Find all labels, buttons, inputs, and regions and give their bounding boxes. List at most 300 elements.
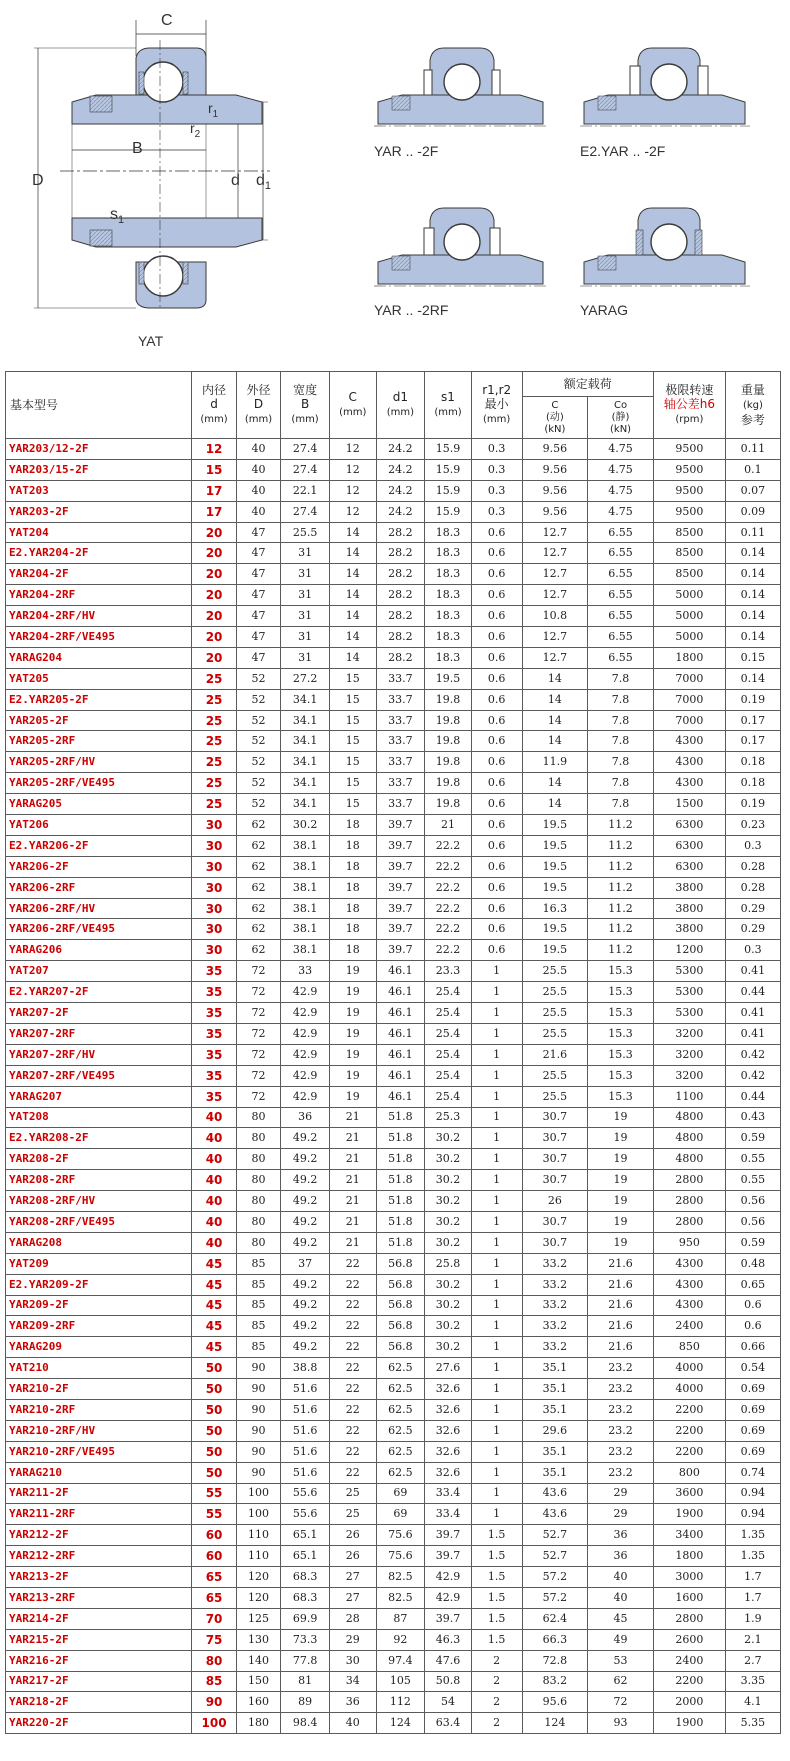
- header-load: 额定载荷: [522, 372, 653, 397]
- cell-c: 12: [329, 501, 376, 522]
- cell-c: 26: [329, 1525, 376, 1546]
- cell-weight: 1.7: [725, 1567, 780, 1588]
- cell-model: E2.YAR204-2F: [6, 543, 192, 564]
- cell-static-load: 29: [588, 1483, 654, 1504]
- cell-width: 55.6: [281, 1483, 330, 1504]
- cell-r-min: 0.6: [471, 815, 522, 836]
- cell-d1: 112: [376, 1692, 425, 1713]
- table-row: [6, 1629, 781, 1650]
- cell-model: YAR203/15-2F: [6, 459, 192, 480]
- cell-static-load: 7.8: [588, 794, 654, 815]
- cell-r-min: 0.6: [471, 585, 522, 606]
- cell-r-min: 2: [471, 1650, 522, 1671]
- cell-outer-diameter: 47: [236, 647, 280, 668]
- header-dyn-sym: C: [551, 399, 559, 411]
- cell-c: 15: [329, 668, 376, 689]
- cell-speed-limit: 4300: [653, 1253, 725, 1274]
- cell-width: 49.2: [281, 1295, 330, 1316]
- cell-d1: 62.5: [376, 1399, 425, 1420]
- cell-r-min: 0.6: [471, 919, 522, 940]
- cell-r-min: 0.6: [471, 835, 522, 856]
- cell-bore: 17: [192, 480, 236, 501]
- cell-bore: 45: [192, 1337, 236, 1358]
- table-row: [6, 1274, 781, 1295]
- cell-d1: 46.1: [376, 1044, 425, 1065]
- table-row: [6, 543, 781, 564]
- table-row: [6, 794, 781, 815]
- cell-width: 68.3: [281, 1587, 330, 1608]
- cell-s1: 30.2: [425, 1128, 472, 1149]
- cell-outer-diameter: 80: [236, 1170, 280, 1191]
- cell-s1: 19.8: [425, 689, 472, 710]
- header-c: [329, 372, 376, 439]
- cell-width: 34.1: [281, 752, 330, 773]
- cell-outer-diameter: 52: [236, 773, 280, 794]
- table-row: [6, 919, 781, 940]
- cell-weight: 0.44: [725, 982, 780, 1003]
- cell-weight: 0.3: [725, 940, 780, 961]
- cell-model: YAR204-2F: [6, 564, 192, 585]
- cell-model: YAR208-2RF/VE495: [6, 1211, 192, 1232]
- cell-s1: 22.2: [425, 835, 472, 856]
- cell-d1: 39.7: [376, 815, 425, 836]
- cell-c: 18: [329, 835, 376, 856]
- cell-bore: 40: [192, 1170, 236, 1191]
- cell-s1: 30.2: [425, 1232, 472, 1253]
- cell-weight: 2.1: [725, 1629, 780, 1650]
- cell-width: 69.9: [281, 1608, 330, 1629]
- dim-d-bore-label: d: [231, 172, 240, 189]
- cell-bore: 25: [192, 752, 236, 773]
- cell-s1: 25.3: [425, 1107, 472, 1128]
- cell-model: YARAG210: [6, 1462, 192, 1483]
- cell-d1: 33.7: [376, 689, 425, 710]
- table-row: [6, 982, 781, 1003]
- cell-weight: 0.29: [725, 898, 780, 919]
- cell-static-load: 7.8: [588, 710, 654, 731]
- cell-bore: 45: [192, 1295, 236, 1316]
- cell-dynamic-load: 25.5: [522, 982, 588, 1003]
- cell-model: YAR213-2F: [6, 1567, 192, 1588]
- cell-weight: 0.28: [725, 877, 780, 898]
- dim-r1-label: [208, 100, 218, 120]
- cell-d1: 82.5: [376, 1567, 425, 1588]
- cell-weight: 0.69: [725, 1441, 780, 1462]
- cell-width: 49.2: [281, 1337, 330, 1358]
- cell-width: 38.8: [281, 1358, 330, 1379]
- cell-bore: 25: [192, 773, 236, 794]
- cell-dynamic-load: 25.5: [522, 1023, 588, 1044]
- cell-d1: 56.8: [376, 1316, 425, 1337]
- table-header: [6, 372, 781, 439]
- cell-bore: 40: [192, 1211, 236, 1232]
- cell-bore: 40: [192, 1149, 236, 1170]
- cell-outer-diameter: 47: [236, 543, 280, 564]
- yar-2f-drawing: [374, 48, 548, 126]
- cell-d1: 28.2: [376, 522, 425, 543]
- cell-static-load: 7.8: [588, 773, 654, 794]
- cell-model: E2.YAR207-2F: [6, 982, 192, 1003]
- cell-speed-limit: 6300: [653, 856, 725, 877]
- cell-outer-diameter: 110: [236, 1546, 280, 1567]
- cell-width: 49.2: [281, 1128, 330, 1149]
- cell-d1: 92: [376, 1629, 425, 1650]
- yarag-drawing: [580, 208, 750, 286]
- cell-d1: 56.8: [376, 1337, 425, 1358]
- table-row: [6, 1003, 781, 1024]
- cell-width: 49.2: [281, 1274, 330, 1295]
- cell-outer-diameter: 90: [236, 1358, 280, 1379]
- cell-outer-diameter: 47: [236, 627, 280, 648]
- cell-c: 14: [329, 522, 376, 543]
- cell-r-min: 1: [471, 1023, 522, 1044]
- header-r-title: 最小: [484, 397, 509, 411]
- cell-weight: 0.1: [725, 459, 780, 480]
- cell-s1: 18.3: [425, 543, 472, 564]
- cell-c: 18: [329, 919, 376, 940]
- table-row: [6, 1358, 781, 1379]
- cell-weight: 0.41: [725, 961, 780, 982]
- cell-dynamic-load: 9.56: [522, 439, 588, 460]
- cell-s1: 18.3: [425, 522, 472, 543]
- cell-s1: 54: [425, 1692, 472, 1713]
- cell-static-load: 23.2: [588, 1462, 654, 1483]
- cell-static-load: 11.2: [588, 877, 654, 898]
- cell-c: 29: [329, 1629, 376, 1650]
- cell-static-load: 15.3: [588, 1065, 654, 1086]
- cell-speed-limit: 9500: [653, 480, 725, 501]
- cell-speed-limit: 1600: [653, 1587, 725, 1608]
- header-r: [471, 372, 522, 439]
- table-row: [6, 1295, 781, 1316]
- cell-s1: 25.4: [425, 1044, 472, 1065]
- cell-s1: 25.4: [425, 1086, 472, 1107]
- cell-c: 21: [329, 1191, 376, 1212]
- cell-d1: 56.8: [376, 1295, 425, 1316]
- cell-width: 68.3: [281, 1567, 330, 1588]
- cell-dynamic-load: 33.2: [522, 1337, 588, 1358]
- cell-width: 98.4: [281, 1713, 330, 1734]
- cell-width: 65.1: [281, 1525, 330, 1546]
- cell-bore: 50: [192, 1462, 236, 1483]
- cell-speed-limit: 2600: [653, 1629, 725, 1650]
- cell-dynamic-load: 19.5: [522, 856, 588, 877]
- cell-outer-diameter: 62: [236, 919, 280, 940]
- cell-r-min: 1: [471, 1191, 522, 1212]
- cell-c: 21: [329, 1107, 376, 1128]
- cell-width: 27.2: [281, 668, 330, 689]
- cell-d1: 28.2: [376, 606, 425, 627]
- yat-section-drawing: [34, 20, 270, 310]
- table-row: [6, 1086, 781, 1107]
- table-row: [6, 647, 781, 668]
- table-row: [6, 439, 781, 460]
- cell-d1: 82.5: [376, 1587, 425, 1608]
- cell-dynamic-load: 9.56: [522, 459, 588, 480]
- cell-dynamic-load: 35.1: [522, 1462, 588, 1483]
- cell-d1: 46.1: [376, 1086, 425, 1107]
- cell-static-load: 19: [588, 1107, 654, 1128]
- cell-s1: 30.2: [425, 1274, 472, 1295]
- cell-dynamic-load: 25.5: [522, 961, 588, 982]
- cell-outer-diameter: 90: [236, 1379, 280, 1400]
- cell-outer-diameter: 52: [236, 752, 280, 773]
- cell-model: YAR217-2F: [6, 1671, 192, 1692]
- cell-static-load: 72: [588, 1692, 654, 1713]
- cell-r-min: 0.6: [471, 710, 522, 731]
- cell-width: 49.2: [281, 1211, 330, 1232]
- cell-weight: 0.14: [725, 585, 780, 606]
- cell-s1: 25.8: [425, 1253, 472, 1274]
- cell-outer-diameter: 85: [236, 1316, 280, 1337]
- cell-d1: 51.8: [376, 1170, 425, 1191]
- cell-width: 31: [281, 627, 330, 648]
- cell-speed-limit: 3400: [653, 1525, 725, 1546]
- dim-r2-label: [190, 120, 200, 140]
- cell-bore: 60: [192, 1546, 236, 1567]
- header-stat-title: (静): [611, 411, 630, 423]
- cell-speed-limit: 2200: [653, 1399, 725, 1420]
- cell-r-min: 0.6: [471, 794, 522, 815]
- table-row: [6, 877, 781, 898]
- cell-c: 19: [329, 1044, 376, 1065]
- cell-d1: 39.7: [376, 877, 425, 898]
- cell-c: 22: [329, 1379, 376, 1400]
- cell-c: 22: [329, 1399, 376, 1420]
- cell-static-load: 23.2: [588, 1399, 654, 1420]
- cell-d1: 69: [376, 1504, 425, 1525]
- cell-dynamic-load: 57.2: [522, 1587, 588, 1608]
- cell-outer-diameter: 80: [236, 1211, 280, 1232]
- cell-outer-diameter: 85: [236, 1337, 280, 1358]
- cell-speed-limit: 3600: [653, 1483, 725, 1504]
- cell-r-min: 1: [471, 961, 522, 982]
- cell-width: 49.2: [281, 1232, 330, 1253]
- cell-width: 51.6: [281, 1379, 330, 1400]
- cell-r-min: 0.6: [471, 689, 522, 710]
- cell-d1: 24.2: [376, 501, 425, 522]
- cell-weight: 0.14: [725, 606, 780, 627]
- cell-s1: 18.3: [425, 585, 472, 606]
- table-row: [6, 1399, 781, 1420]
- cell-s1: 47.6: [425, 1650, 472, 1671]
- cell-static-load: 21.6: [588, 1337, 654, 1358]
- cell-c: 22: [329, 1274, 376, 1295]
- cell-weight: 0.74: [725, 1462, 780, 1483]
- cell-speed-limit: 2800: [653, 1608, 725, 1629]
- table-row: [6, 1107, 781, 1128]
- cell-weight: 0.48: [725, 1253, 780, 1274]
- cell-width: 25.5: [281, 522, 330, 543]
- cell-dynamic-load: 9.56: [522, 501, 588, 522]
- cell-weight: 0.41: [725, 1003, 780, 1024]
- cell-speed-limit: 2200: [653, 1441, 725, 1462]
- cell-speed-limit: 6300: [653, 815, 725, 836]
- cell-s1: 30.2: [425, 1170, 472, 1191]
- cell-d1: 97.4: [376, 1650, 425, 1671]
- cell-bore: 20: [192, 585, 236, 606]
- cell-model: YAR208-2RF/HV: [6, 1191, 192, 1212]
- cell-s1: 18.3: [425, 606, 472, 627]
- cell-static-load: 19: [588, 1128, 654, 1149]
- cell-s1: 22.2: [425, 877, 472, 898]
- cell-weight: 0.69: [725, 1420, 780, 1441]
- cell-c: 19: [329, 1023, 376, 1044]
- cell-weight: 0.56: [725, 1211, 780, 1232]
- cell-dynamic-load: 95.6: [522, 1692, 588, 1713]
- cell-dynamic-load: 14: [522, 794, 588, 815]
- cell-bore: 20: [192, 627, 236, 648]
- cell-c: 22: [329, 1441, 376, 1462]
- cell-model: YAT203: [6, 480, 192, 501]
- cell-static-load: 40: [588, 1567, 654, 1588]
- cell-weight: 0.42: [725, 1065, 780, 1086]
- cell-static-load: 6.55: [588, 647, 654, 668]
- cell-static-load: 23.2: [588, 1379, 654, 1400]
- cell-d1: 28.2: [376, 585, 425, 606]
- cell-weight: 0.14: [725, 543, 780, 564]
- cell-c: 22: [329, 1358, 376, 1379]
- cell-outer-diameter: 47: [236, 606, 280, 627]
- cell-s1: 15.9: [425, 501, 472, 522]
- cell-outer-diameter: 150: [236, 1671, 280, 1692]
- cell-r-min: 0.6: [471, 856, 522, 877]
- cell-r-min: 0.6: [471, 543, 522, 564]
- yarag-caption: YARAG: [580, 302, 628, 318]
- cell-static-load: 4.75: [588, 439, 654, 460]
- table-row: [6, 480, 781, 501]
- cell-r-min: 1: [471, 982, 522, 1003]
- cell-d1: 28.2: [376, 627, 425, 648]
- cell-speed-limit: 1200: [653, 940, 725, 961]
- header-weight-unit: (kg): [742, 400, 763, 411]
- cell-outer-diameter: 40: [236, 439, 280, 460]
- cell-outer-diameter: 120: [236, 1587, 280, 1608]
- cell-s1: 32.6: [425, 1462, 472, 1483]
- cell-speed-limit: 6300: [653, 835, 725, 856]
- cell-dynamic-load: 72.8: [522, 1650, 588, 1671]
- cell-r-min: 1: [471, 1379, 522, 1400]
- dim-d1-label: [256, 172, 271, 192]
- cell-weight: 0.28: [725, 856, 780, 877]
- cell-model: YAR209-2F: [6, 1295, 192, 1316]
- cell-bore: 25: [192, 731, 236, 752]
- header-od-unit: (mm): [244, 414, 273, 425]
- cell-model: YAT207: [6, 961, 192, 982]
- cell-model: YAR213-2RF: [6, 1587, 192, 1608]
- header-weight: [725, 372, 780, 439]
- cell-r-min: 1: [471, 1337, 522, 1358]
- cell-bore: 35: [192, 982, 236, 1003]
- cell-outer-diameter: 80: [236, 1232, 280, 1253]
- cell-s1: 22.2: [425, 940, 472, 961]
- cell-s1: 32.6: [425, 1441, 472, 1462]
- cell-dynamic-load: 19.5: [522, 940, 588, 961]
- cell-dynamic-load: 19.5: [522, 835, 588, 856]
- cell-model: YAT209: [6, 1253, 192, 1274]
- cell-speed-limit: 9500: [653, 439, 725, 460]
- e2-yar-2f-caption: E2.YAR .. -2F: [580, 143, 666, 159]
- cell-model: YAR204-2RF/HV: [6, 606, 192, 627]
- dim-r1-sub: 1: [212, 108, 219, 120]
- table-row: [6, 1128, 781, 1149]
- cell-r-min: 0.6: [471, 647, 522, 668]
- cell-static-load: 11.2: [588, 919, 654, 940]
- cell-c: 15: [329, 731, 376, 752]
- cell-weight: 0.41: [725, 1023, 780, 1044]
- cell-d1: 56.8: [376, 1274, 425, 1295]
- cell-s1: 30.2: [425, 1316, 472, 1337]
- cell-static-load: 23.2: [588, 1358, 654, 1379]
- cell-d1: 39.7: [376, 835, 425, 856]
- cell-c: 22: [329, 1462, 376, 1483]
- cell-dynamic-load: 52.7: [522, 1525, 588, 1546]
- table-row: [6, 1567, 781, 1588]
- cell-static-load: 62: [588, 1671, 654, 1692]
- cell-dynamic-load: 25.5: [522, 1065, 588, 1086]
- cell-bore: 25: [192, 668, 236, 689]
- header-r-unit: (mm): [483, 414, 511, 425]
- cell-d1: 24.2: [376, 439, 425, 460]
- cell-speed-limit: 4800: [653, 1128, 725, 1149]
- cell-outer-diameter: 52: [236, 689, 280, 710]
- cell-c: 22: [329, 1253, 376, 1274]
- cell-weight: 0.14: [725, 564, 780, 585]
- cell-outer-diameter: 90: [236, 1462, 280, 1483]
- cell-dynamic-load: 35.1: [522, 1358, 588, 1379]
- cell-model: YAR210-2RF/HV: [6, 1420, 192, 1441]
- cell-bore: 40: [192, 1232, 236, 1253]
- cell-s1: 19.8: [425, 731, 472, 752]
- cell-static-load: 11.2: [588, 898, 654, 919]
- cell-bore: 45: [192, 1316, 236, 1337]
- table-row: [6, 1504, 781, 1525]
- cell-width: 36: [281, 1107, 330, 1128]
- cell-bore: 15: [192, 459, 236, 480]
- cell-dynamic-load: 11.9: [522, 752, 588, 773]
- cell-bore: 25: [192, 710, 236, 731]
- cell-dynamic-load: 124: [522, 1713, 588, 1734]
- cell-dynamic-load: 25.5: [522, 1003, 588, 1024]
- cell-bore: 20: [192, 564, 236, 585]
- cell-static-load: 36: [588, 1546, 654, 1567]
- cell-bore: 35: [192, 1065, 236, 1086]
- cell-static-load: 7.8: [588, 668, 654, 689]
- cell-dynamic-load: 14: [522, 668, 588, 689]
- cell-width: 51.6: [281, 1399, 330, 1420]
- cell-d1: 62.5: [376, 1420, 425, 1441]
- cell-d1: 124: [376, 1713, 425, 1734]
- table-row: [6, 564, 781, 585]
- cell-s1: 30.2: [425, 1337, 472, 1358]
- cell-model: YAR205-2RF: [6, 731, 192, 752]
- table-row: [6, 459, 781, 480]
- dim-d1-sub: 1: [264, 180, 272, 193]
- cell-d1: 33.7: [376, 773, 425, 794]
- cell-weight: 0.42: [725, 1044, 780, 1065]
- cell-r-min: 1: [471, 1211, 522, 1232]
- cell-r-min: 2: [471, 1713, 522, 1734]
- cell-dynamic-load: 30.7: [522, 1211, 588, 1232]
- header-bore-unit: (mm): [200, 414, 228, 425]
- dim-b-label: B: [132, 140, 143, 157]
- cell-s1: 15.9: [425, 459, 472, 480]
- cell-static-load: 11.2: [588, 856, 654, 877]
- header-s1-sym: s1: [441, 390, 455, 404]
- cell-dynamic-load: 52.7: [522, 1546, 588, 1567]
- cell-r-min: 1.5: [471, 1587, 522, 1608]
- cell-dynamic-load: 33.2: [522, 1253, 588, 1274]
